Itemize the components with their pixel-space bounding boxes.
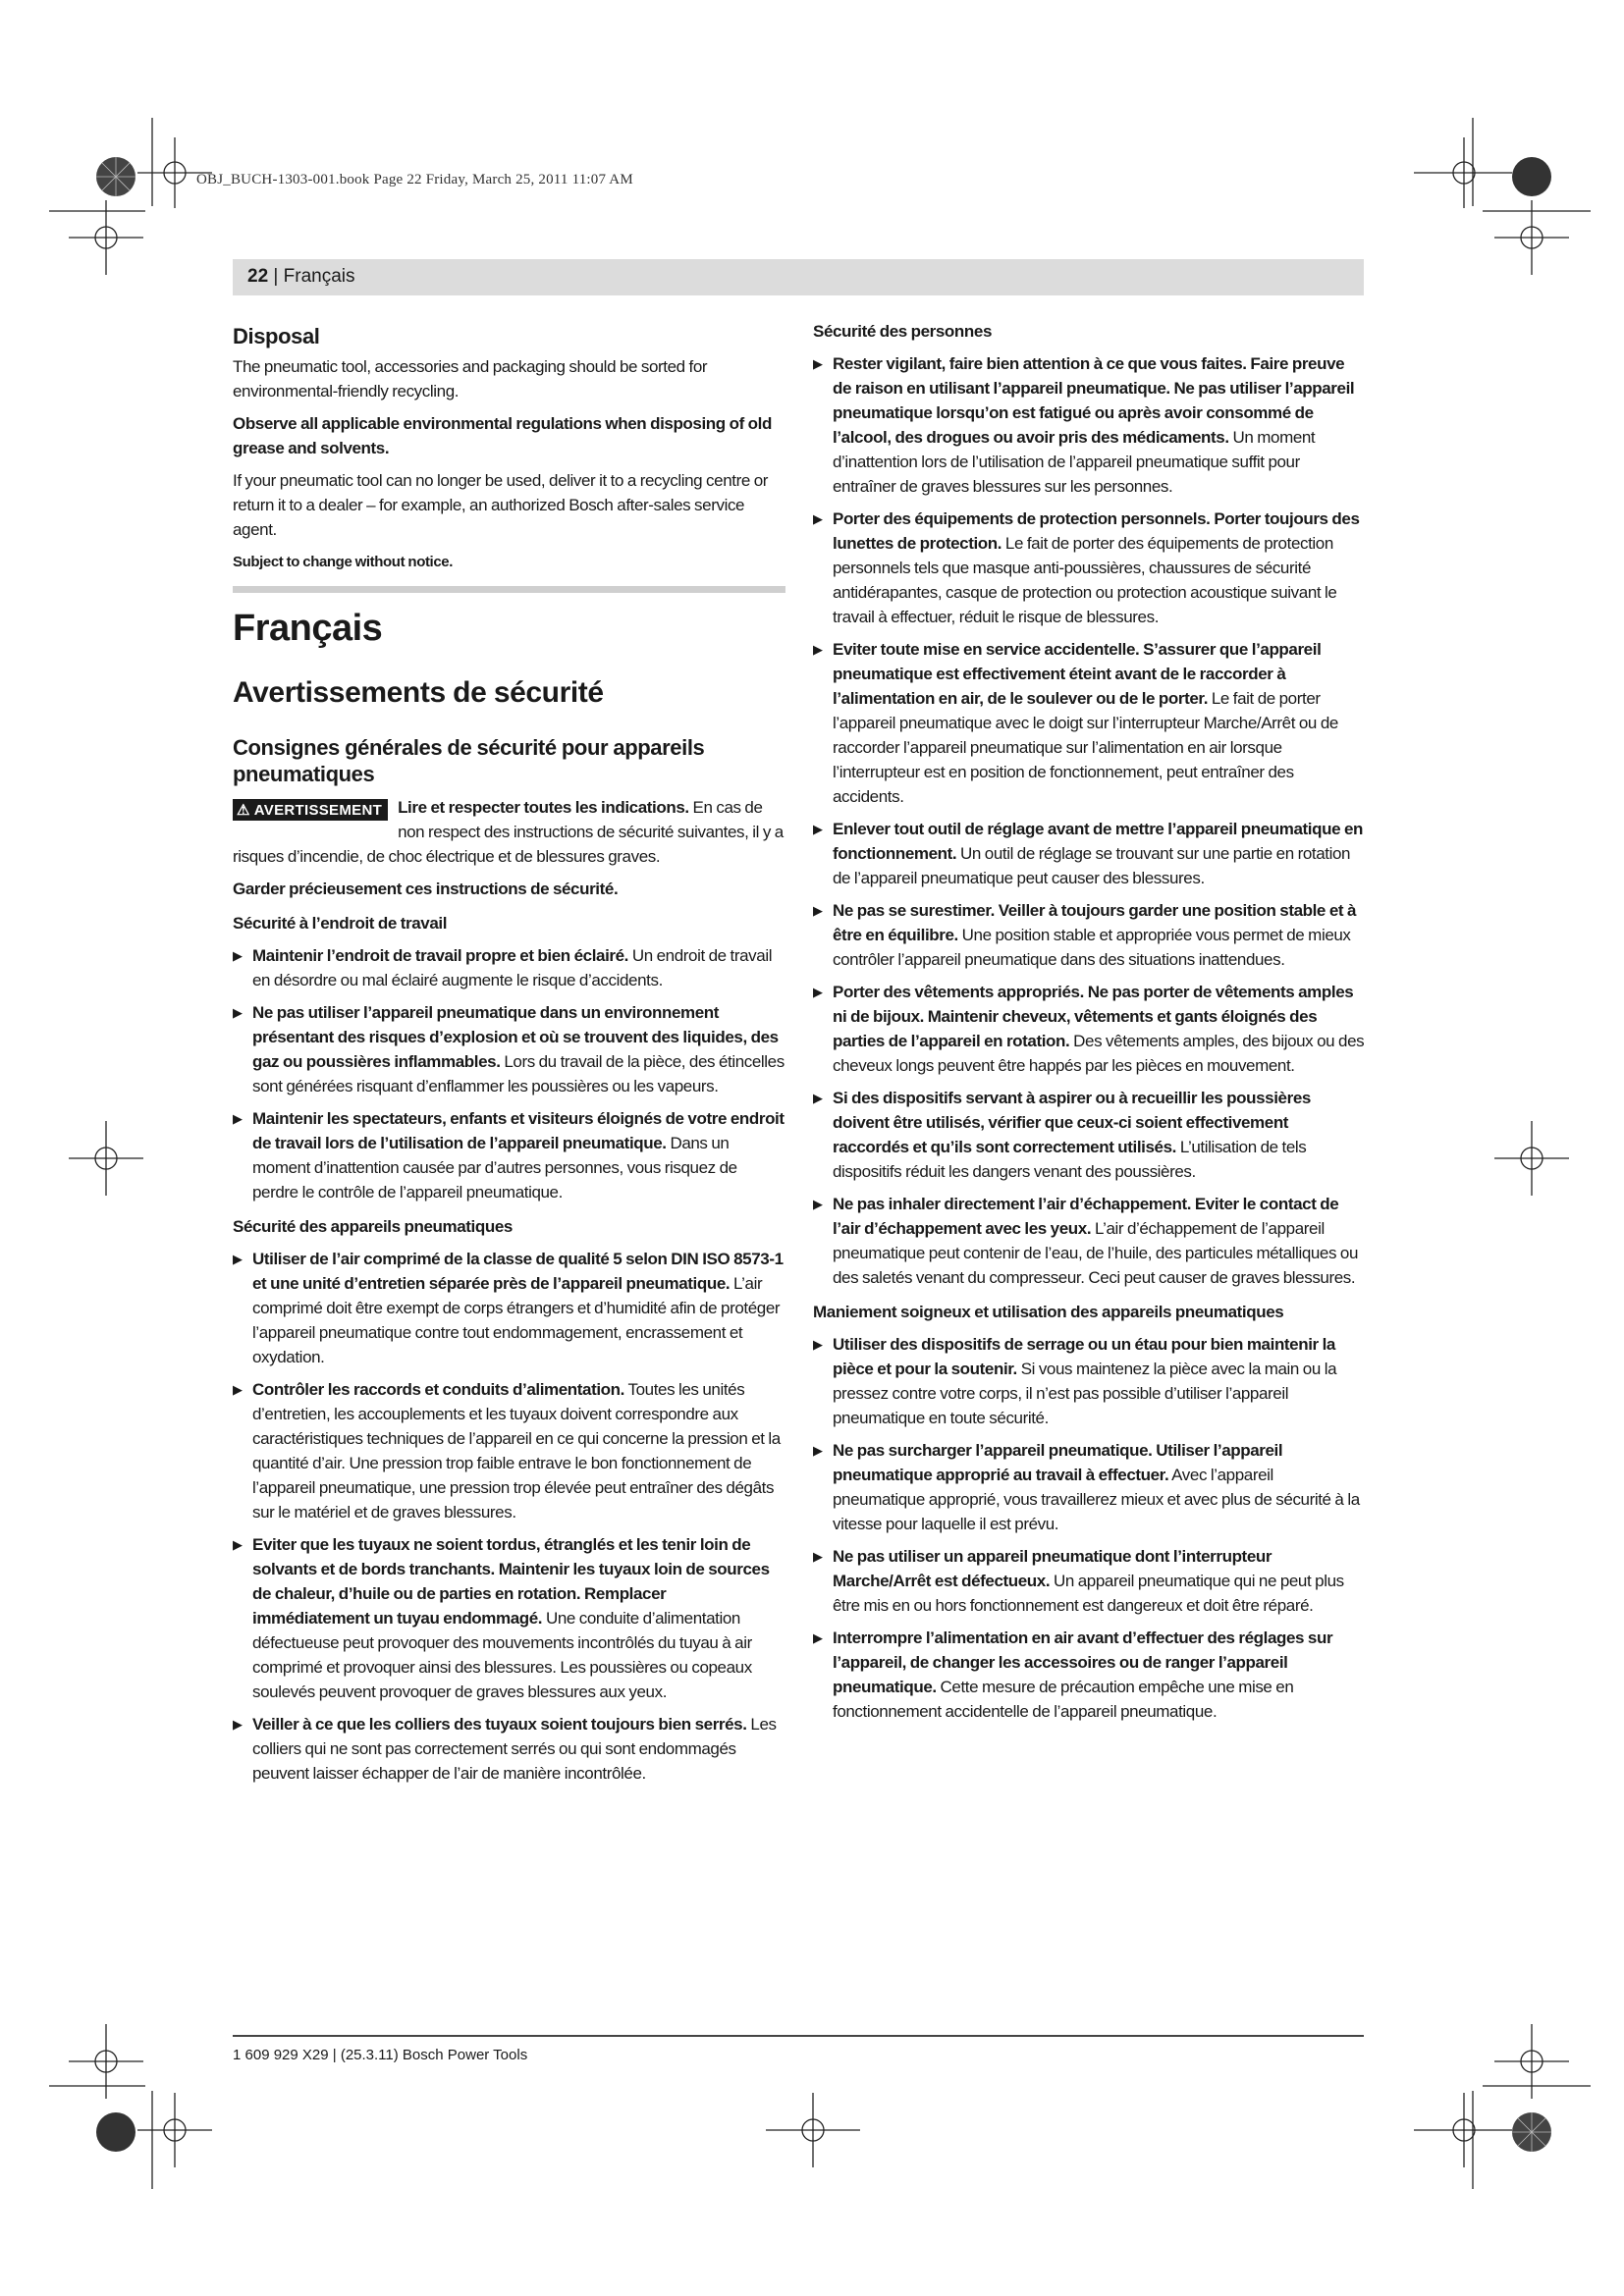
warning-text: En cas de non respect des instructions de sécurité suivantes, il y a risques d’incendie, de choc électrique et de blessures graves.	[233, 798, 784, 866]
list-item: ▶ Porter des vêtements appropriés. Ne pas porter de vêtements amples ni de bijoux. Maintenir cheveux, vêtements et gants éloignés des parties de l’appareil en rotation. Des vêtements amples, des bijoux ou des cheveux longs peuvent être happés par les pièces en mouvement.	[813, 980, 1365, 1078]
pneumatic-heading: Sécurité des appareils pneumatiques	[233, 1217, 513, 1236]
list-item: ▶ Maintenir l’endroit de travail propre et bien éclairé. Un endroit de travail en désordre ou mal éclairé augmente le risque d’accidents.	[233, 943, 785, 992]
crosshair-right-lower	[1494, 2024, 1569, 2099]
page-number: 22	[247, 266, 269, 287]
register-disc-bottom-left	[96, 2112, 135, 2152]
crosshair-bottom-center	[766, 2093, 860, 2167]
pneumatic-list	[233, 1247, 785, 1786]
list-item: ▶ Ne pas inhaler directement l’air d’échappement. Eviter le contact de l’air d’échappement avec les yeux. L’air d’échappement de l’appareil pneumatique peut contenir de l’eau, de l’huile, des particules métalliques ou des saletés venant du compresseur. Ceci peut causer de graves blessures.	[813, 1192, 1365, 1290]
header-language: Français	[283, 266, 355, 287]
register-disc-top-right	[1512, 157, 1551, 196]
warning-badge-label: AVERTISSEMENT	[253, 802, 383, 819]
sub-heading: Consignes générales de sécurité pour appareils pneumatiques	[233, 735, 705, 786]
crosshair-bottom-left	[137, 2093, 212, 2167]
list-item: ▶ Ne pas surcharger l’appareil pneumatique. Utiliser l’appareil pneumatique approprié au travail à effectuer. Avec l’appareil pneumatique approprié, vous travaillerez mieux et avec plus de sécurité à la vitesse pour laquelle il est prévu.	[813, 1438, 1365, 1536]
list-item: ▶ Ne pas utiliser un appareil pneumatique dont l’interrupteur Marche/Arrêt est défectueux. Un appareil pneumatique qui ne peut plus être mis en ou hors fonctionnement est dangereux et doit être réparé.	[813, 1544, 1365, 1618]
list-item: ▶ Eviter toute mise en service accidentelle. S’assurer que l’appareil pneumatique est effectivement éteint avant de le raccorder à l’alimentation en air, de le soulever ou de le porter. Le fait de porter l’appareil pneumatique avec le doigt sur l’interrupteur Marche/Arrêt ou de raccorder l’appareil pneumatique sur l’alimentation en air lorsque l’interrupteur est en position de fonctionnement, peut entraîner des accidents.	[813, 637, 1365, 809]
list-item: ▶ Enlever tout outil de réglage avant de mettre l’appareil pneumatique en fonctionnement. Un outil de réglage se trouvant sur une partie en rotation de l’appareil pneumatique peut causer des blessures.	[813, 817, 1365, 890]
section-divider	[233, 586, 785, 593]
disposal-heading: Disposal	[233, 324, 320, 348]
handling-list	[813, 1332, 1365, 1724]
persons-list	[813, 351, 1365, 1290]
crosshair-left-middle	[69, 1121, 143, 1196]
disposal-paragraph-1: The pneumatic tool, accessories and packaging should be sorted for environmental-friendly recycling.	[233, 357, 708, 400]
header-separator: |	[268, 266, 284, 287]
warning-paragraph	[233, 795, 785, 869]
print-imprint: OBJ_BUCH-1303-001.book Page 22 Friday, March 25, 2011 11:07 AM	[196, 172, 633, 187]
subject-to-change-note: Subject to change without notice.	[233, 554, 453, 570]
footer-rule	[233, 2035, 1364, 2037]
list-item: ▶ Ne pas utiliser l’appareil pneumatique dans un environnement présentant des risques d’explosion et où se trouvent des liquides, des gaz ou poussières inflammables. Lors du travail de la pièce, des étincelles sont générées risquant d’enflammer les poussières ou les vapeurs.	[233, 1000, 785, 1098]
list-item: ▶ Interrompre l’alimentation en air avant d’effectuer des réglages sur l’appareil, de changer les accessoires ou de ranger l’appareil pneumatique. Cette mesure de précaution empêche une mise en fonctionnement accidentelle de l’appareil pneumatique.	[813, 1626, 1365, 1724]
workplace-list	[233, 943, 785, 1204]
keep-instructions: Garder précieusement ces instructions de sécurité.	[233, 880, 619, 898]
list-item: ▶ Utiliser des dispositifs de serrage ou un étau pour bien maintenir la pièce et pour la soutenir. Si vous maintenez la pièce avec la main ou la pressez contre votre corps, il n’est pas possible d’utiliser l’appareil pneumatique en toute sécurité.	[813, 1332, 1365, 1430]
register-disc-bottom-right	[1512, 2112, 1551, 2152]
list-item: ▶ Maintenir les spectateurs, enfants et visiteurs éloignés de votre endroit de travail lors de l’utilisation de l’appareil pneumatique. Dans un moment d’inattention causée par d’autres personnes, vous risquez de perdre le contrôle de l’appareil pneumatique.	[233, 1106, 785, 1204]
warning-badge	[233, 799, 388, 821]
persons-heading: Sécurité des personnes	[813, 322, 992, 341]
right-column	[813, 319, 1365, 1732]
language-heading: Français	[233, 608, 383, 649]
list-item: ▶ Contrôler les raccords et conduits d’alimentation. Toutes les unités d’entretien, les accouplements et les tuyaux doivent correspondre aux caractéristiques techniques de l’appareil en ce qui concerne la pression et la quantité d’air. Une pression trop faible entrave le bon fonctionnement de l’appareil pneumatique, une pression trop élevée peut entraîner des dégâts sur le matériel et de graves blessures.	[233, 1377, 785, 1524]
crosshair-bottom-right	[1414, 2093, 1512, 2167]
list-item: ▶ Utiliser de l’air comprimé de la classe de qualité 5 selon DIN ISO 8573-1 et une unité d’entretien séparée près de l’appareil pneumatique. L’air comprimé doit être exempt de corps étrangers et d’humidité afin de protéger l’appareil pneumatique contre tout endommagement, encrassement et oxydation.	[233, 1247, 785, 1369]
warning-bold-text: Lire et respecter toutes les indications.	[398, 798, 689, 817]
disposal-paragraph-3: If your pneumatic tool can no longer be used, deliver it to a recycling centre or return it to a dealer – for example, an authorized Bosch after-sales service agent.	[233, 471, 769, 539]
section-heading: Avertissements de sécurité	[233, 676, 604, 709]
list-item: ▶ Ne pas se surestimer. Veiller à toujours garder une position stable et à être en équilibre. Une position stable et appropriée vous permet de mieux contrôler l’appareil pneumatique dans des situations inattendues.	[813, 898, 1365, 972]
page-header-bar	[233, 259, 1364, 295]
list-item: ▶ Rester vigilant, faire bien attention à ce que vous faites. Faire preuve de raison en utilisant l’appareil pneumatique. Ne pas utiliser l’appareil pneumatique lorsqu’on est fatigué ou après avoir consommé de l’alcool, des drogues ou avoir pris des médicaments. Un moment d’inattention lors de l’utilisation de l’appareil pneumatique suffit pour entraîner de graves blessures sur les personnes.	[813, 351, 1365, 499]
footer-text: 1 609 929 X29 | (25.3.11) Bosch Power Tools	[233, 2047, 528, 2063]
left-column	[233, 319, 785, 1793]
warning-triangle-icon: ⚠	[237, 802, 250, 819]
list-item: ▶ Eviter que les tuyaux ne soient tordus, étranglés et les tenir loin de solvants et de bords tranchants. Maintenir les tuyaux loin de sources de chaleur, d’huile ou de parties en rotation. Remplacer immédiatement un tuyau endommagé. Une conduite d’alimentation défectueuse peut provoquer des mouvements incontrôlés du tuyau à air comprimé et provoquer ainsi des blessures. Les poussières ou copeaux soulevés peuvent provoquer de graves blessures aux yeux.	[233, 1532, 785, 1704]
register-disc-top-left	[96, 157, 135, 196]
list-item: ▶ Porter des équipements de protection personnels. Porter toujours des lunettes de protection. Le fait de porter des équipements de protection personnels tels que masque anti-poussières, chaussures de sécurité antidérapantes, casque de protection ou protection acoustique suivant le travail à effectuer, réduit le risque de blessures.	[813, 507, 1365, 629]
crosshair-top-right	[1414, 137, 1512, 208]
crosshair-left-lower	[69, 2024, 143, 2099]
list-item: ▶ Veiller à ce que les colliers des tuyaux soient toujours bien serrés. Les colliers qui ne sont pas correctement serrés ou qui sont endommagés peuvent laisser échapper de l’air de manière incontrôlée.	[233, 1712, 785, 1786]
list-item: ▶ Si des dispositifs servant à aspirer ou à recueillir les poussières doivent être utilisés, vérifier que ceux-ci soient effectivement raccordés et qu’ils sont correctement utilisés. L’utilisation de tels dispositifs réduit les dangers venant des poussières.	[813, 1086, 1365, 1184]
handling-heading: Maniement soigneux et utilisation des appareils pneumatiques	[813, 1303, 1284, 1321]
workplace-heading: Sécurité à l’endroit de travail	[233, 914, 448, 933]
crosshair-right-middle	[1494, 1121, 1569, 1196]
disposal-paragraph-2: Observe all applicable environmental regulations when disposing of old grease and solvents.	[233, 414, 772, 457]
page-header	[247, 266, 355, 288]
